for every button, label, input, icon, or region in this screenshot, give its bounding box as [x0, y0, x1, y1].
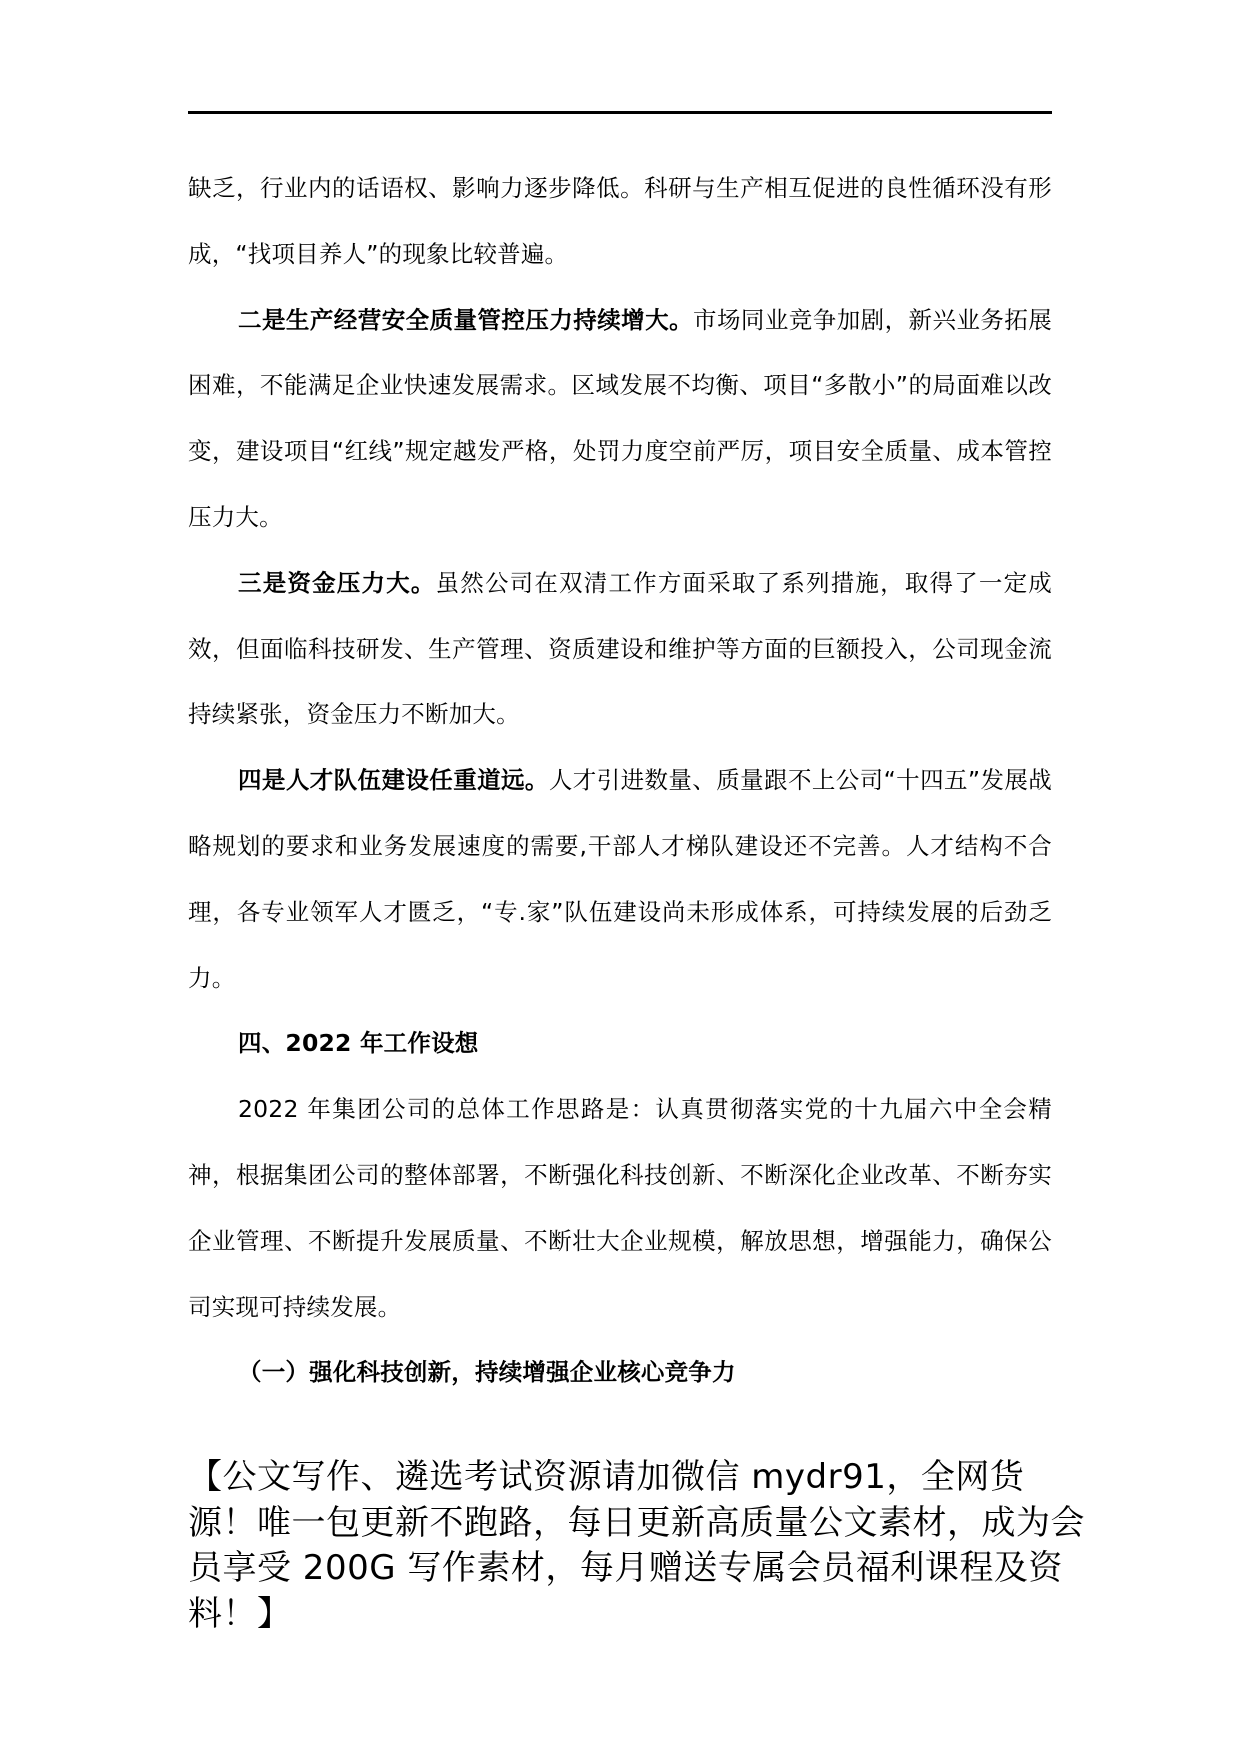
document-body: [188, 156, 1052, 1406]
paragraph-funding-pressure: [188, 551, 1052, 748]
paragraph-work-plan: 2022 年集团公司的总体工作思路是：认真贯彻落实党的十九届六中全会精神，根据集团公司的整体部署，不断强化科技创新、不断深化企业改革、不断夯实企业管理、不断提升发展质量、不断壮大企业规模，解放思想，增强能力，确保公司实现可持续发展。: [188, 1095, 1052, 1321]
paragraph-lead: 二是生产经营安全质量管控压力持续增大。: [238, 305, 694, 334]
paragraph-continued: 缺乏，行业内的话语权、影响力逐步降低。科研与生产相互促进的良性循环没有形成，“找项目养人”的现象比较普遍。: [188, 174, 1052, 268]
subsection-heading: （一）强化科技创新，持续增强企业核心竞争力: [238, 1358, 736, 1387]
paragraph-production-pressure: [188, 288, 1052, 551]
paragraph-talent: [188, 748, 1052, 1011]
paragraph-body: 虽然公司在双清工作方面采取了系列措施，取得了一定成效，但面临科技研发、生产管理、资质建设和维护等方面的巨额投入，公司现金流持续紧张，资金压力不断加大。: [188, 568, 1052, 729]
header-rule: [188, 111, 1052, 114]
section-heading: 四、2022 年工作设想: [238, 1029, 479, 1058]
promo-notice: 【公文写作、遴选考试资源请加微信 mydr91，全网货源！唯一包更新不跑路，每日更新高质量公文素材，成为会员享受 200G 写作素材，每月赠送专属会员福利课程及资料！】: [188, 1457, 1085, 1634]
paragraph-body: 人才引进数量、质量跟不上公司“十四五”发展战略规划的要求和业务发展速度的需要,干部人才梯队建设还不完善。人才结构不合理，各专业领军人才匮乏，“专.家”队伍建设尚未形成体系，可持续发展的后劲乏力。: [188, 766, 1053, 992]
paragraph-body: 市场同业竞争加剧，新兴业务拓展困难，不能满足企业快速发展需求。区域发展不均衡、项目“多散小”的局面难以改变，建设项目“红线”规定越发严格，处罚力度空前严厉，项目安全质量、成本管控压力大。: [188, 305, 1052, 531]
paragraph-lead: 四是人才队伍建设任重道远。: [238, 766, 549, 795]
paragraph-lead: 三是资金压力大。: [238, 568, 436, 597]
